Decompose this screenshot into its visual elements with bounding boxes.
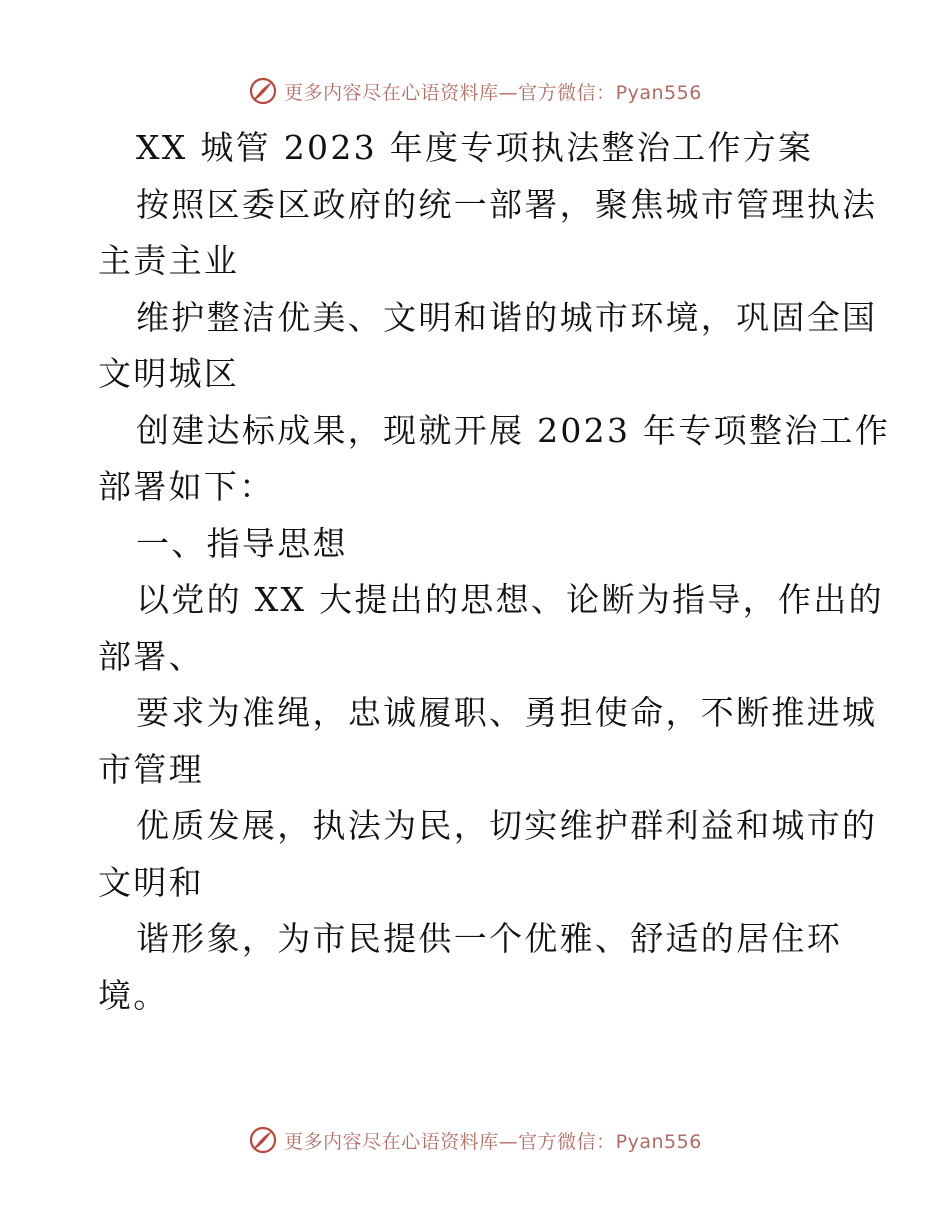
- paragraph-line: 文明城区: [98, 354, 240, 393]
- section-heading: 一、指导思想: [136, 523, 348, 563]
- paragraph-line: 境。: [98, 975, 169, 1015]
- footer-watermark-banner: [0, 1120, 950, 1160]
- document-title: XX 城管 2023 年度专项执法整治工作方案: [136, 128, 814, 167]
- document-body: [98, 120, 891, 1024]
- watermark-text: 更多内容尽在心语资料库—官方微信：Pyan556: [284, 1130, 702, 1153]
- paragraph-line: 部署如下：: [98, 467, 275, 506]
- paragraph-line: 要求为准绳，忠诚履职、勇担使命，不断推进城: [136, 693, 878, 732]
- paragraph-line: 优质发展，执法为民，切实维护群利益和城市的: [136, 806, 878, 845]
- paragraph-line: 市管理: [98, 749, 204, 789]
- paragraph-line: 以党的 XX 大提出的思想、论断为指导，作出的: [136, 580, 884, 619]
- watermark-text: 更多内容尽在心语资料库—官方微信：Pyan556: [284, 81, 702, 104]
- paragraph-line: 文明和: [98, 862, 204, 902]
- paragraph-line: 维护整洁优美、文明和谐的城市环境，巩固全国: [136, 297, 878, 337]
- paragraph-line: 按照区委区政府的统一部署，聚焦城市管理执法: [136, 184, 878, 224]
- red-quill-seal-icon: [248, 76, 278, 106]
- paragraph-line: 创建达标成果，现就开展 2023 年专项整治工作: [136, 410, 891, 450]
- paragraph-line: 谐形象，为市民提供一个优雅、舒适的居住环: [136, 919, 842, 958]
- header-watermark-banner: [0, 71, 950, 111]
- red-quill-seal-icon: [248, 1125, 278, 1155]
- paragraph-line: 部署、: [98, 636, 204, 676]
- paragraph-line: 主责主业: [98, 241, 240, 280]
